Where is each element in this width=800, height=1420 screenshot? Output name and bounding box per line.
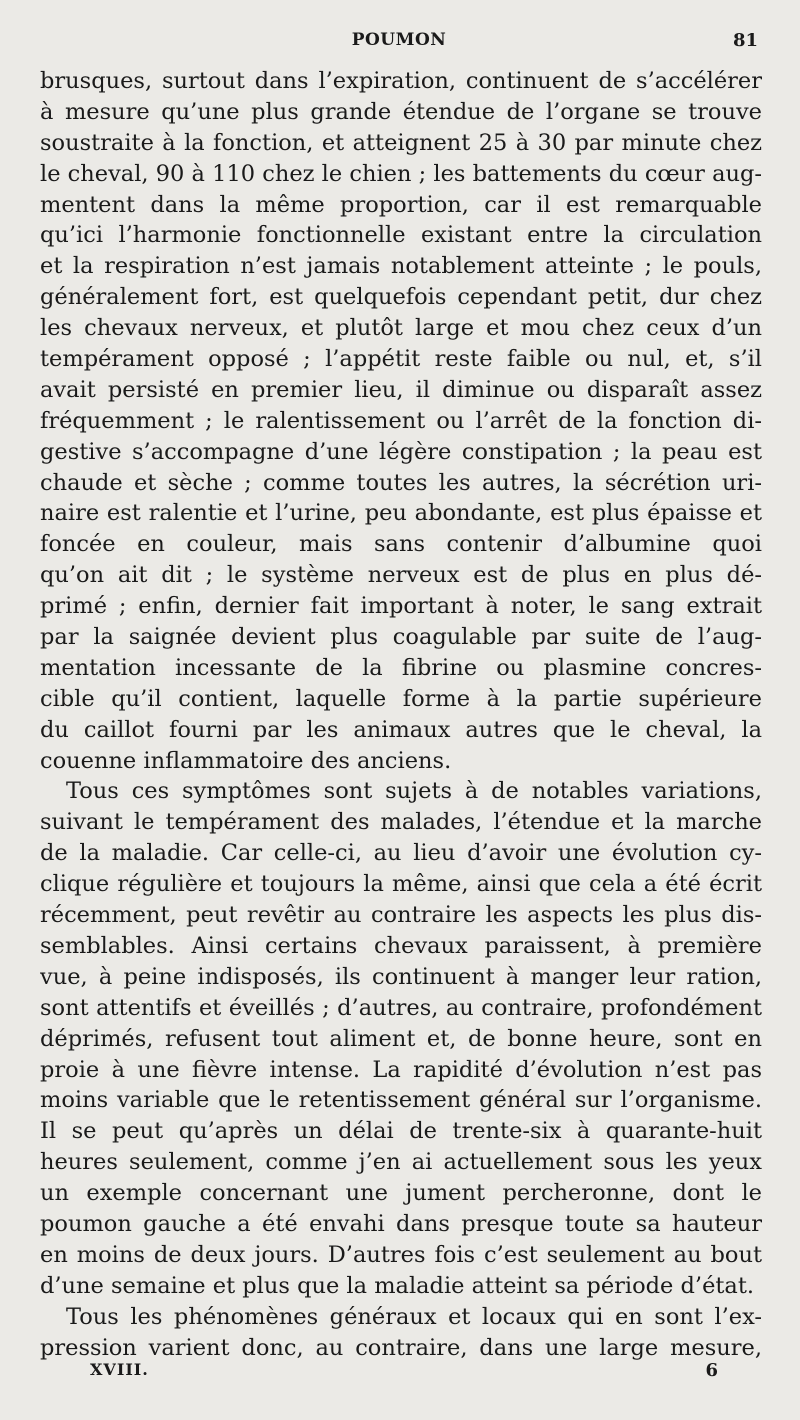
text-line: de la maladie. Car celle-ci, au lieu d’avoir une évolution cy- [40, 840, 762, 867]
text-line: cible qu’il contient, laquelle forme à la partie supérieure [40, 685, 762, 712]
text-line: brusques, surtout dans l’expiration, continuent de s’accélérer [40, 68, 762, 94]
text-line: mentation incessante de la fibrine ou plasmine concres- [40, 654, 762, 681]
text-line: pression varient donc, au contraire, dans une large mesure, [40, 1334, 762, 1361]
text-line: Tous les phénomènes généraux et locaux qui en sont l’ex- [66, 1303, 762, 1330]
text-line: suivant le tempérament des malades, l’étendue et la marche [40, 809, 762, 836]
text-line: déprimés, refusent tout aliment et, de bonne heure, sont en [40, 1025, 762, 1052]
running-title: POUMON [351, 30, 447, 50]
text-line: à mesure qu’une plus grande étendue de l’organe se trouve [40, 98, 762, 125]
text-line: Tous ces symptômes sont sujets à de notables variations, [66, 778, 762, 805]
text-line: qu’ici l’harmonie fonctionnelle existant entre la circulation [40, 222, 762, 249]
sheet-number: 6 [705, 1360, 718, 1381]
text-line: qu’on ait dit ; le système nerveux est de plus en plus dé- [40, 562, 762, 589]
text-line: les chevaux nerveux, et plutôt large et mou chez ceux d’un [40, 315, 762, 342]
text-line: mentent dans la même proportion, car il est remarquable [40, 191, 762, 218]
running-head [40, 30, 758, 56]
text-line: soustraite à la fonction, et atteignent 25 à 30 par minute chez [40, 129, 762, 156]
text-line: un exemple concernant une jument percheronne, dont le [40, 1180, 762, 1207]
text-line: Il se peut qu’après un délai de trente-six à quarante-huit [40, 1118, 762, 1145]
text-line: poumon gauche a été envahi dans presque toute sa hauteur [40, 1210, 762, 1237]
text-line: chaude et sèche ; comme toutes les autres, la sécrétion uri- [40, 469, 762, 496]
text-line: clique régulière et toujours la même, ainsi que cela a été écrit [40, 871, 762, 898]
signature-mark: XVIII. [90, 1360, 149, 1379]
text-line: naire est ralentie et l’urine, peu abondante, est plus épaisse et [40, 500, 762, 527]
text-line: récemment, peut revêtir au contraire les aspects les plus dis- [40, 902, 762, 929]
text-line: heures seulement, comme j’en ai actuellement sous les yeux [40, 1149, 762, 1176]
text-line: gestive s’accompagne d’une légère constipation ; la peau est [40, 438, 762, 465]
text-line: couenne inflammatoire des anciens. [40, 747, 452, 774]
text-line: proie à une fièvre intense. La rapidité d’évolution n’est pas [40, 1056, 762, 1083]
text-line: fréquemment ; le ralentissement ou l’arrêt de la fonction di- [40, 407, 762, 434]
text-line: le cheval, 90 à 110 chez le chien ; les battements du cœur aug- [40, 160, 762, 187]
text-line: primé ; enfin, dernier fait important à noter, le sang extrait [40, 593, 762, 620]
footer [90, 1360, 718, 1390]
body-text [40, 66, 762, 1363]
text-line: tempérament opposé ; l’appétit reste faible ou nul, et, s’il [40, 346, 762, 373]
text-line: en moins de deux jours. D’autres fois c’est seulement au bout [40, 1241, 762, 1268]
page-number: 81 [732, 30, 758, 51]
text-line: du caillot fourni par les animaux autres que le cheval, la [40, 716, 762, 743]
text-line: par la saignée devient plus coagulable par suite de l’aug- [40, 624, 762, 651]
paragraph-3 [40, 1302, 762, 1364]
text-line: avait persisté en premier lieu, il diminue ou disparaît assez [40, 376, 762, 403]
text-line: vue, à peine indisposés, ils continuent à manger leur ration, [40, 963, 762, 990]
text-line: foncée en couleur, mais sans contenir d’albumine quoi [40, 531, 762, 558]
text-line: moins variable que le retentissement général sur l’organisme. [40, 1087, 762, 1114]
text-line: sont attentifs et éveillés ; d’autres, au contraire, profondément [40, 994, 762, 1021]
text-line: d’une semaine et plus que la maladie atteint sa période d’état. [40, 1272, 755, 1299]
text-line: semblables. Ainsi certains chevaux paraissent, à première [40, 932, 762, 959]
paragraph-1 [40, 66, 762, 776]
text-line: et la respiration n’est jamais notablement atteinte ; le pouls, [40, 253, 762, 280]
text-line: généralement fort, est quelquefois cependant petit, dur chez [40, 284, 762, 311]
paragraph-2 [40, 776, 762, 1301]
